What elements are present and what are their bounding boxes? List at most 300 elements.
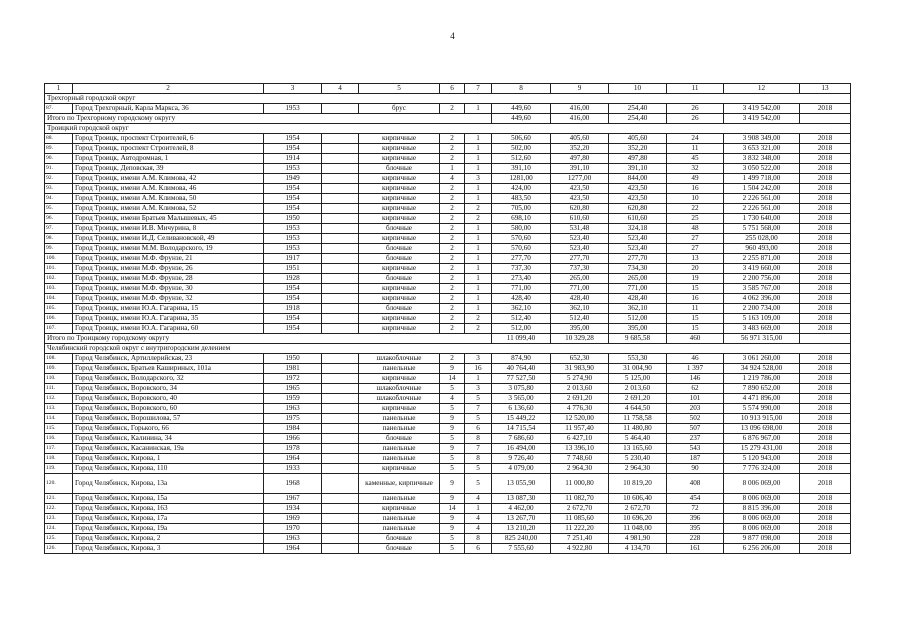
table-cell: 3 419 660,00	[724, 264, 800, 274]
table-cell	[322, 474, 359, 494]
table-cell	[322, 294, 359, 304]
table-cell: 62	[667, 384, 724, 394]
table-cell: Город Челябинск, Кирова, 19а	[73, 524, 264, 534]
header-cell: 13	[800, 84, 851, 94]
table-cell: Город Троицк, проспект Строителей, 8	[73, 144, 264, 154]
table-cell: 553,30	[609, 354, 667, 364]
table-cell: Город Троицк, имени М.М. Володарского, 19	[73, 244, 264, 254]
table-cell: 10 819,20	[609, 474, 667, 494]
table-cell: 15	[667, 324, 724, 334]
table-cell: 2018	[800, 494, 851, 504]
table-cell: 960 493,00	[724, 244, 800, 254]
table-cell: 2	[440, 184, 465, 194]
table-cell: кирпичные	[359, 204, 440, 214]
table-cell: Город Троицк, имени А.М. Климова, 46	[73, 184, 264, 194]
table-cell: 5	[465, 394, 492, 404]
total-cell	[800, 334, 851, 344]
table-cell: 2	[440, 234, 465, 244]
table-cell: 362,10	[492, 304, 551, 314]
table-cell: 2018	[800, 254, 851, 264]
table-cell: 3 419 542,00	[724, 104, 800, 114]
table-cell: 40 764,40	[492, 364, 551, 374]
table-cell: 825 240,00	[492, 534, 551, 544]
table-cell: 2018	[800, 354, 851, 364]
table-cell: 1917	[264, 254, 322, 264]
table-cell: 15	[667, 314, 724, 324]
table-cell	[322, 154, 359, 164]
table-cell: 107.	[45, 324, 73, 334]
table-cell: 1963	[264, 534, 322, 544]
table-cell: 11	[667, 144, 724, 154]
table-cell: 2	[440, 284, 465, 294]
table-cell: 2018	[800, 534, 851, 544]
table-cell: 1277,00	[551, 174, 609, 184]
table-cell: 705,00	[492, 204, 551, 214]
table-cell: 1933	[264, 464, 322, 474]
table-cell	[322, 384, 359, 394]
table-row	[45, 144, 851, 154]
table-cell: 89.	[45, 144, 73, 154]
table-cell: 3 050 522,00	[724, 164, 800, 174]
table-cell: 1954	[264, 194, 322, 204]
table-cell: 3 585 767,00	[724, 284, 800, 294]
table-cell: 2	[465, 214, 492, 224]
table-cell: 4	[440, 394, 465, 404]
table-cell: 2	[440, 254, 465, 264]
table-cell: 96.	[45, 214, 73, 224]
table-cell: 531,48	[551, 224, 609, 234]
total-cell: 10 329,28	[551, 334, 609, 344]
table-cell: 7	[465, 444, 492, 454]
total-cell: 460	[667, 334, 724, 344]
header-cell: 4	[322, 84, 359, 94]
table-cell: 9	[440, 444, 465, 454]
table-row	[45, 414, 851, 424]
table-cell: 2018	[800, 514, 851, 524]
table-cell: 5	[465, 474, 492, 494]
table-cell: блочные	[359, 164, 440, 174]
table-row	[45, 134, 851, 144]
table-cell: кирпичные	[359, 314, 440, 324]
table-cell: 9	[440, 364, 465, 374]
table-cell: 1954	[264, 284, 322, 294]
table-cell: 395,00	[609, 324, 667, 334]
table-cell: 11 082,70	[551, 494, 609, 504]
table-cell: 3 483 669,00	[724, 324, 800, 334]
table-cell: 126.	[45, 544, 73, 554]
table-cell: 7 251,40	[551, 534, 609, 544]
section-title: Челябинский городской округ с внутригородским делением	[45, 344, 851, 354]
table-cell: 101	[667, 394, 724, 404]
table-cell: 2	[440, 264, 465, 274]
table-cell: 101.	[45, 264, 73, 274]
table-cell: 7 555,60	[492, 544, 551, 554]
table-cell	[322, 464, 359, 474]
table-cell: 1950	[264, 214, 322, 224]
table-cell: 1953	[264, 234, 322, 244]
table-cell: 6 256 206,00	[724, 544, 800, 554]
table-cell: 14	[440, 374, 465, 384]
table-cell: 1959	[264, 394, 322, 404]
table-cell	[322, 144, 359, 154]
table-cell: 2018	[800, 184, 851, 194]
table-cell: 277,70	[492, 254, 551, 264]
table-cell: шлакоблочные	[359, 394, 440, 404]
table-cell: 523,40	[551, 234, 609, 244]
table-cell: 523,40	[551, 244, 609, 254]
table-cell: 3 908 349,00	[724, 134, 800, 144]
table-cell: 9	[440, 414, 465, 424]
table-cell: 423,50	[609, 194, 667, 204]
table-cell: 362,10	[609, 304, 667, 314]
table-cell: 5	[440, 464, 465, 474]
table-cell: 22	[667, 204, 724, 214]
table-cell: 90.	[45, 154, 73, 164]
table-row	[45, 444, 851, 454]
table-cell: 506,60	[492, 134, 551, 144]
table-cell: 352,20	[551, 144, 609, 154]
table-cell: 2	[440, 354, 465, 364]
table-row	[45, 274, 851, 284]
table-cell: панельные	[359, 454, 440, 464]
table-cell: 1	[465, 194, 492, 204]
table-cell: 1975	[264, 414, 322, 424]
table-cell: блочные	[359, 274, 440, 284]
table-cell: 512,40	[551, 314, 609, 324]
table-cell: 1 219 786,00	[724, 374, 800, 384]
table-row	[45, 234, 851, 244]
table-cell	[322, 374, 359, 384]
table-cell: 352,20	[609, 144, 667, 154]
table-cell: 2 672,70	[609, 504, 667, 514]
table-cell: 16	[465, 364, 492, 374]
table-cell: 2 964,30	[551, 464, 609, 474]
table-cell: 1	[465, 284, 492, 294]
table-cell: 122.	[45, 504, 73, 514]
table-cell: Город Троицк, имени М.Ф. Фрунзе, 21	[73, 254, 264, 264]
table-cell: 1953	[264, 164, 322, 174]
table-cell: 2018	[800, 374, 851, 384]
table-cell: 6 136,60	[492, 404, 551, 414]
table-cell: 123.	[45, 514, 73, 524]
table-cell	[322, 184, 359, 194]
table-cell: Город Челябинск, Касанинская, 19а	[73, 444, 264, 454]
table-cell: 10 606,40	[609, 494, 667, 504]
table-cell: 428,40	[551, 294, 609, 304]
table-cell: 2	[465, 314, 492, 324]
table-cell: 11 085,60	[551, 514, 609, 524]
table-cell: 2018	[800, 314, 851, 324]
table-cell: 405,60	[609, 134, 667, 144]
table-row	[45, 434, 851, 444]
table-cell: 100.	[45, 254, 73, 264]
table-cell: 1963	[264, 404, 322, 414]
table-cell: Город Челябинск, Кирова, 1	[73, 454, 264, 464]
table-row	[45, 254, 851, 264]
total-cell: 9 685,58	[609, 334, 667, 344]
table-cell: 512,40	[492, 314, 551, 324]
table-row	[45, 474, 851, 494]
table-cell: Город Троицк, имени Ю.А. Гагарина, 15	[73, 304, 264, 314]
table-cell	[322, 444, 359, 454]
table-cell: 698,10	[492, 214, 551, 224]
page-number: 4	[450, 31, 455, 41]
table-cell: 9	[440, 514, 465, 524]
total-cell	[800, 114, 851, 124]
table-cell	[322, 304, 359, 314]
table-cell: 1	[465, 274, 492, 284]
table-cell: 116.	[45, 434, 73, 444]
table-cell: 31 004,90	[609, 364, 667, 374]
table-row	[45, 104, 851, 114]
table-cell: шлакоблочные	[359, 354, 440, 364]
table-cell: 203	[667, 404, 724, 414]
table-cell: 7 748,60	[551, 454, 609, 464]
table-cell: 2018	[800, 324, 851, 334]
table-cell: 5	[440, 454, 465, 464]
table-cell: 228	[667, 534, 724, 544]
table-cell: Город Челябинск, Кирова, 163	[73, 504, 264, 514]
table-cell: 2018	[800, 214, 851, 224]
table-cell: 3	[465, 354, 492, 364]
section-row	[45, 124, 851, 134]
table-cell: 265,00	[551, 274, 609, 284]
table-cell: 14	[440, 504, 465, 514]
table-cell: 1972	[264, 374, 322, 384]
table-cell	[322, 254, 359, 264]
total-label: Итого по Трехгорному городскому округу	[45, 114, 492, 124]
table-cell: 255 028,00	[724, 234, 800, 244]
table-cell: 88.	[45, 134, 73, 144]
table-cell: Город Троицк, имени М.Ф. Фрунзе, 32	[73, 294, 264, 304]
header-row	[45, 84, 851, 94]
table-cell: 2	[440, 314, 465, 324]
table-cell: 1928	[264, 274, 322, 284]
table-cell: 2 013,60	[609, 384, 667, 394]
table-row	[45, 314, 851, 324]
table-cell: 2 255 871,00	[724, 254, 800, 264]
table-cell: 4 462,00	[492, 504, 551, 514]
table-cell: Город Челябинск, Воровского, 60	[73, 404, 264, 414]
table-cell: 5	[440, 434, 465, 444]
table-cell: 106.	[45, 314, 73, 324]
table-cell: 117.	[45, 444, 73, 454]
table-cell: 2018	[800, 144, 851, 154]
table-cell: 111.	[45, 384, 73, 394]
table-cell	[322, 264, 359, 274]
section-row	[45, 94, 851, 104]
table-cell: 2	[440, 304, 465, 314]
table-cell	[322, 194, 359, 204]
table-cell: 1	[465, 134, 492, 144]
header-cell: 9	[551, 84, 609, 94]
table-cell: блочные	[359, 534, 440, 544]
table-cell: кирпичные	[359, 374, 440, 384]
table-cell: 610,60	[609, 214, 667, 224]
table-cell: 92.	[45, 174, 73, 184]
table-cell: 1	[465, 154, 492, 164]
section-title: Трехгорный городской округ	[45, 94, 851, 104]
table-cell: 2018	[800, 194, 851, 204]
table-row	[45, 504, 851, 514]
table-cell: блочные	[359, 304, 440, 314]
table-cell: 5	[440, 384, 465, 394]
table-cell: 4 644,50	[609, 404, 667, 414]
table-cell: 11	[667, 304, 724, 314]
table-cell: 734,30	[609, 264, 667, 274]
table-cell: 1968	[264, 474, 322, 494]
table-cell: 5 574 990,00	[724, 404, 800, 414]
table-cell: 109.	[45, 364, 73, 374]
table-cell: 8 815 396,00	[724, 504, 800, 514]
table-row	[45, 194, 851, 204]
table-cell: 115.	[45, 424, 73, 434]
table-cell: панельные	[359, 524, 440, 534]
table-cell: кирпичные	[359, 184, 440, 194]
table-cell: Город Троицк, имени А.М. Климова, 42	[73, 174, 264, 184]
table-cell: 1954	[264, 144, 322, 154]
header-cell: 7	[465, 84, 492, 94]
table-cell: 1	[465, 294, 492, 304]
table-cell: 424,00	[492, 184, 551, 194]
table-cell	[322, 414, 359, 424]
table-cell: 20	[667, 264, 724, 274]
table-cell: 277,70	[609, 254, 667, 264]
table-cell: Город Троицк, имени А.М. Климова, 50	[73, 194, 264, 204]
table-cell: 146	[667, 374, 724, 384]
table-cell: 3 075,80	[492, 384, 551, 394]
table-cell: Город Троицк, Деповская, 39	[73, 164, 264, 174]
table-cell: 98.	[45, 234, 73, 244]
table-cell: 1966	[264, 434, 322, 444]
table-cell: 9 726,40	[492, 454, 551, 464]
table-cell: 2 226 561,00	[724, 204, 800, 214]
table-cell: 2018	[800, 294, 851, 304]
table-cell: Город Троицк, имени А.М. Климова, 52	[73, 204, 264, 214]
table-cell: 9	[440, 424, 465, 434]
table-cell: 4 134,70	[609, 544, 667, 554]
table-cell: 2018	[800, 474, 851, 494]
table-cell: 265,00	[609, 274, 667, 284]
table-cell: 1954	[264, 184, 322, 194]
table-cell: 1	[465, 224, 492, 234]
table-cell: 8	[465, 434, 492, 444]
table-cell: 8 006 069,00	[724, 494, 800, 504]
table-cell: 1 504 242,00	[724, 184, 800, 194]
table-cell: 512,60	[492, 154, 551, 164]
table-cell: 543	[667, 444, 724, 454]
table-cell: 6 427,10	[551, 434, 609, 444]
table-row	[45, 154, 851, 164]
table-cell: Город Троицк, имени Братьев Малышевых, 45	[73, 214, 264, 224]
table-row	[45, 534, 851, 544]
table-cell: 102.	[45, 274, 73, 284]
table-cell: 9 877 098,00	[724, 534, 800, 544]
table-cell: 2	[440, 274, 465, 284]
table-cell: 405,60	[551, 134, 609, 144]
table-cell: 15 449,22	[492, 414, 551, 424]
table-cell: 1949	[264, 174, 322, 184]
table-cell: брус	[359, 104, 440, 114]
table-cell: блочные	[359, 254, 440, 264]
table-cell: 497,80	[609, 154, 667, 164]
table-row	[45, 514, 851, 524]
table-cell: 362,10	[551, 304, 609, 314]
table-cell: 11 222,20	[551, 524, 609, 534]
table-cell: 7 890 652,00	[724, 384, 800, 394]
table-cell: 1978	[264, 444, 322, 454]
table-cell: 396	[667, 514, 724, 524]
table-cell: 114.	[45, 414, 73, 424]
table-cell: 2	[440, 294, 465, 304]
table-cell: 2018	[800, 234, 851, 244]
header-cell: 10	[609, 84, 667, 94]
table-cell: 3 061 260,00	[724, 354, 800, 364]
table-cell: 2018	[800, 544, 851, 554]
table-cell: 1914	[264, 154, 322, 164]
table-cell: кирпичные	[359, 284, 440, 294]
table-cell: 1981	[264, 364, 322, 374]
table-cell	[322, 134, 359, 144]
table-cell: 16 494,00	[492, 444, 551, 454]
table-cell: 13	[667, 254, 724, 264]
table-cell: 1	[440, 164, 465, 174]
table-cell: 2 200 756,00	[724, 274, 800, 284]
table-cell: 423,50	[551, 184, 609, 194]
table-cell: Город Челябинск, Воровского, 34	[73, 384, 264, 394]
table-cell: 771,00	[492, 284, 551, 294]
table-cell	[322, 504, 359, 514]
table-cell: 391,10	[609, 164, 667, 174]
table-cell: 2018	[800, 204, 851, 214]
table-cell: 4 079,00	[492, 464, 551, 474]
section-title: Троицкий городской округ	[45, 124, 851, 134]
table-cell: 3 565,00	[492, 394, 551, 404]
table-row	[45, 404, 851, 414]
table-cell: 2018	[800, 414, 851, 424]
table-cell: 5	[465, 414, 492, 424]
table-cell: 3	[465, 384, 492, 394]
table-cell: 9	[440, 474, 465, 494]
table-cell: 6 876 967,00	[724, 434, 800, 444]
table-cell: 1934	[264, 504, 322, 514]
table-cell: Город Челябинск, Кирова, 13а	[73, 474, 264, 494]
table-cell: 5	[440, 534, 465, 544]
table-cell	[322, 434, 359, 444]
table-cell: 580,00	[492, 224, 551, 234]
table-cell: кирпичные	[359, 234, 440, 244]
table-cell: 2 200 734,00	[724, 304, 800, 314]
table-cell: 2018	[800, 304, 851, 314]
table-row	[45, 364, 851, 374]
table-cell: Город Челябинск, Кирова, 15а	[73, 494, 264, 504]
table-row	[45, 264, 851, 274]
table-cell: Город Челябинск, Артиллерийская, 23	[73, 354, 264, 364]
table-row	[45, 384, 851, 394]
table-cell: 5 464,40	[609, 434, 667, 444]
header-cell: 2	[73, 84, 264, 94]
table-cell: 2 226 561,00	[724, 194, 800, 204]
table-cell: кирпичные	[359, 404, 440, 414]
table-cell: 14 715,54	[492, 424, 551, 434]
table-row	[45, 184, 851, 194]
table-cell: 1	[465, 164, 492, 174]
table-cell: 19	[667, 274, 724, 284]
table-cell: 5	[440, 544, 465, 554]
table-cell: 2018	[800, 434, 851, 444]
table-cell: 4	[465, 494, 492, 504]
table-cell: 2018	[800, 224, 851, 234]
